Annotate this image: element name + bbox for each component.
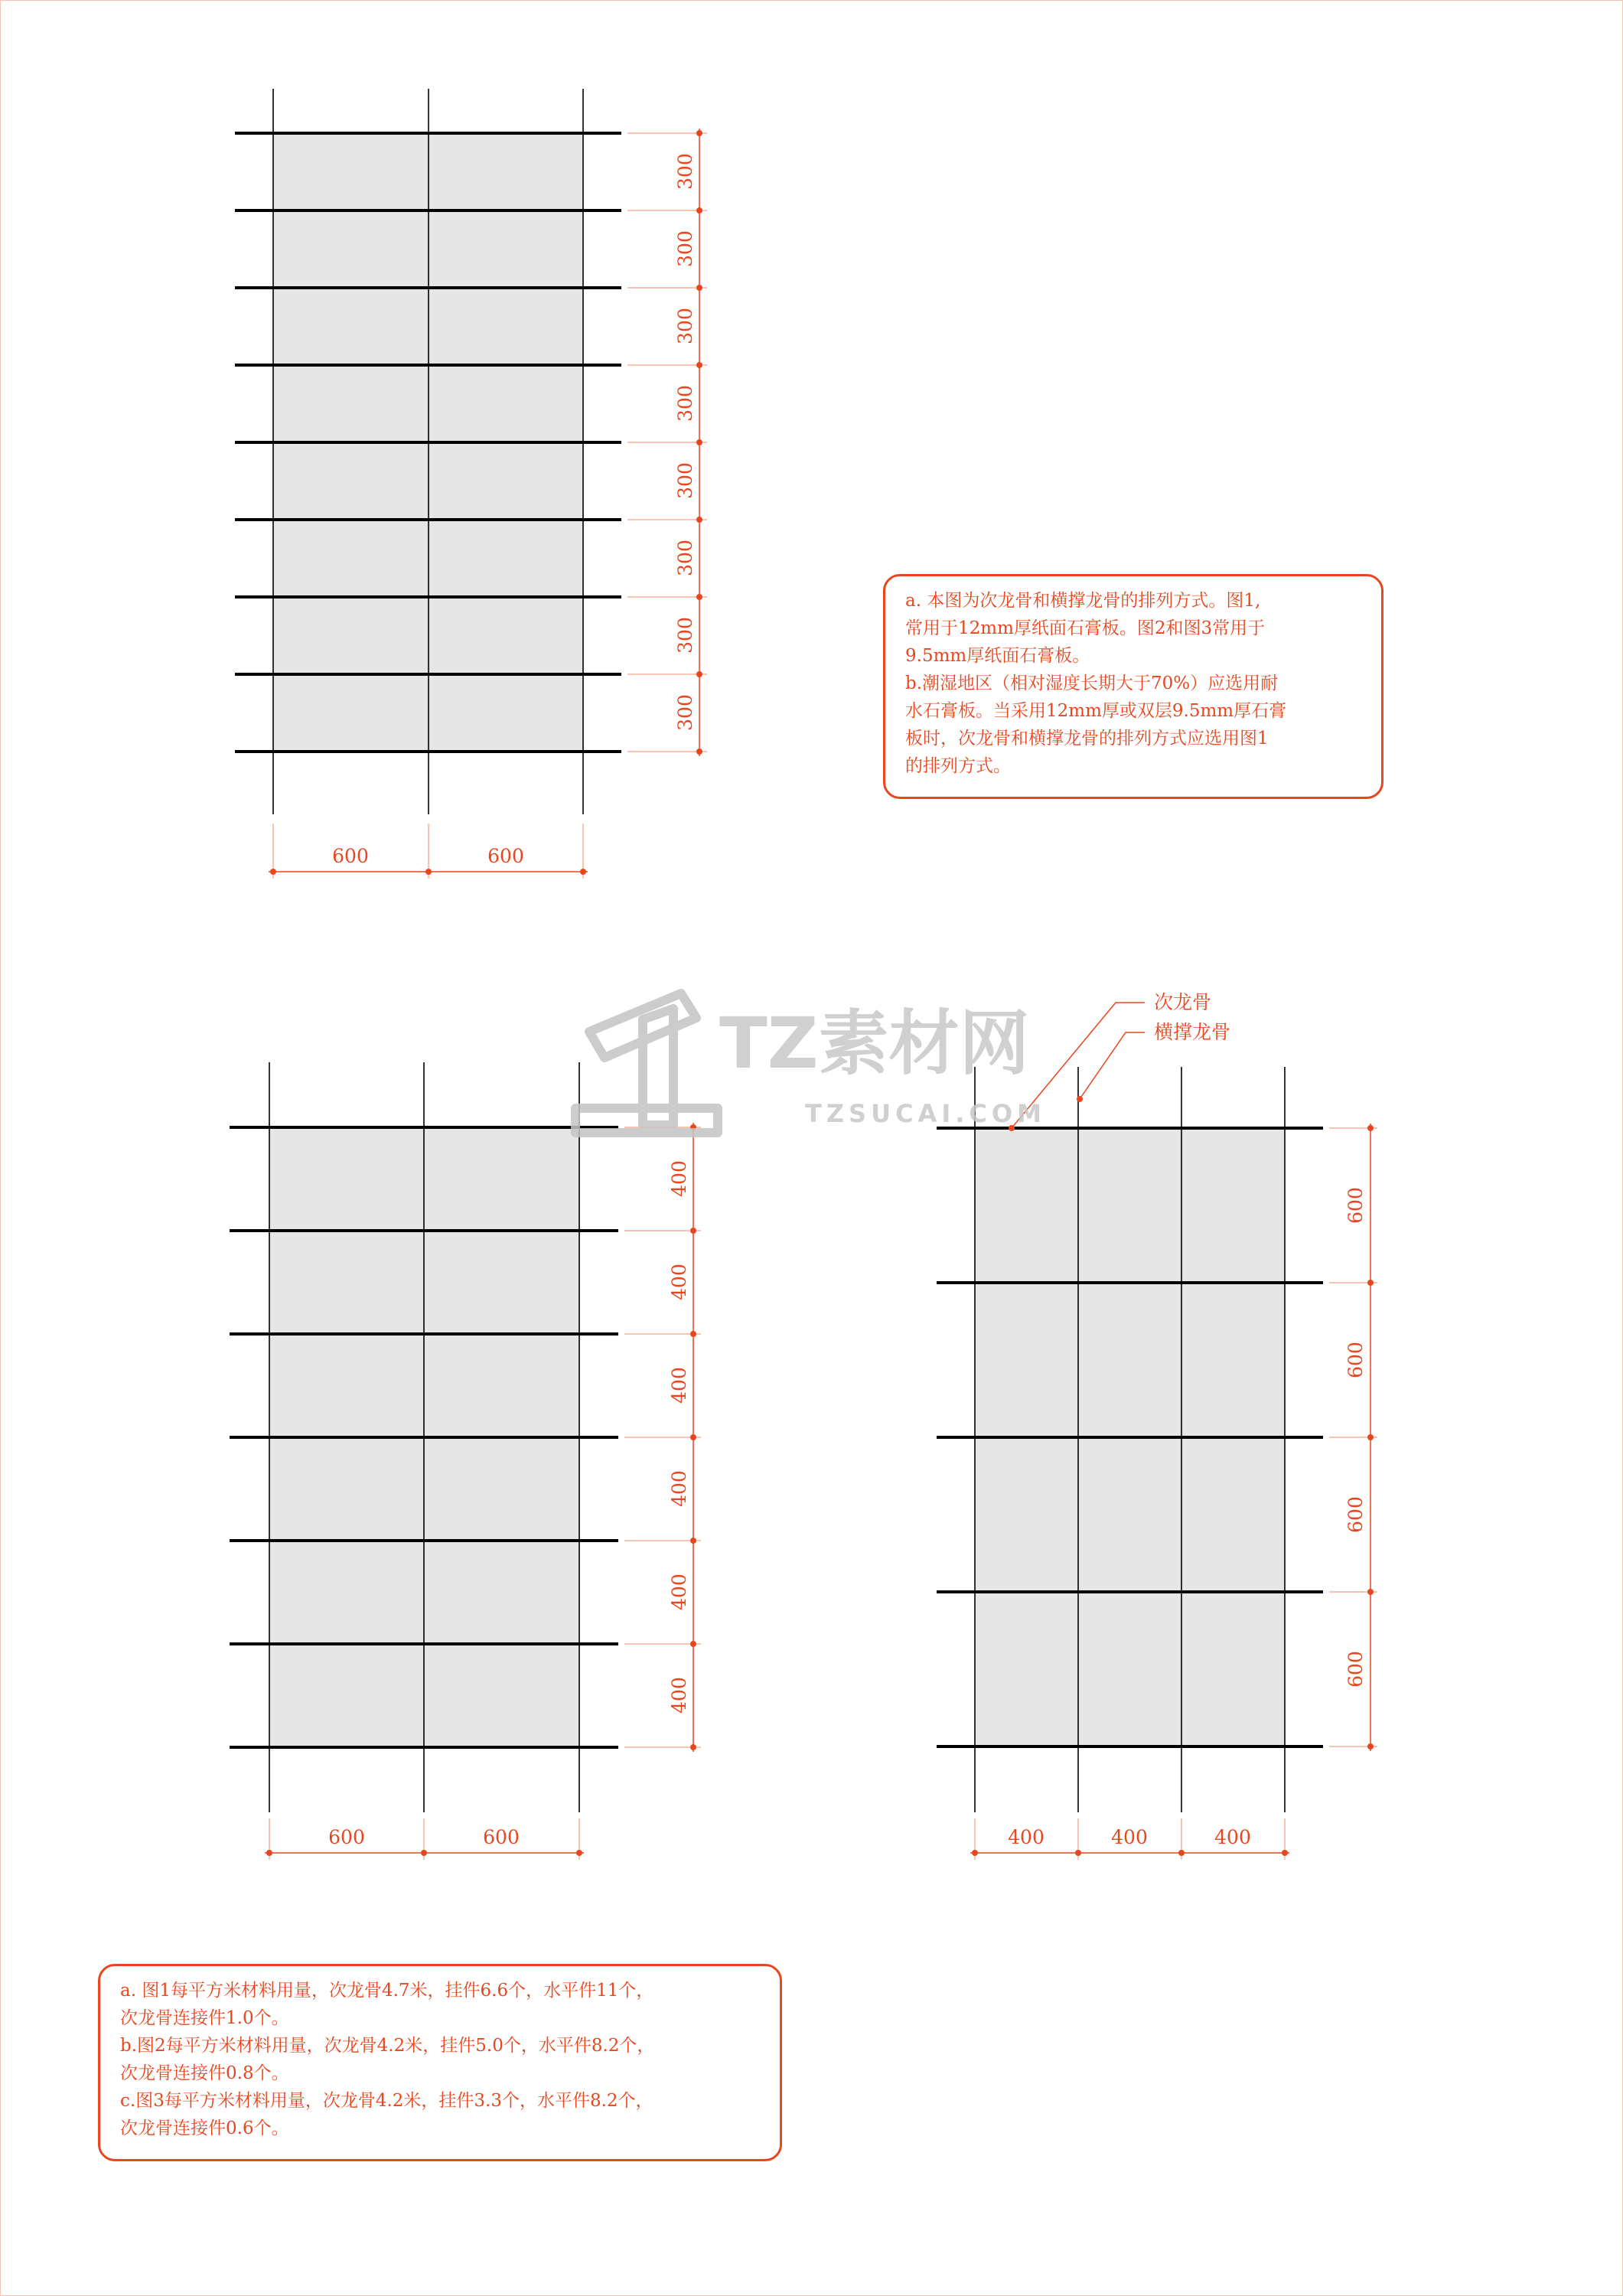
note-bottom-line-1: a. 图1每平方米材料用量，次龙骨4.7米，挂件6.6个，水平件11个， (120, 1981, 654, 2001)
note-bottom-line-2: 次龙骨连接件1.0个。 (120, 2008, 289, 2028)
figure-2-column-dimension-chain (265, 1818, 584, 1860)
fig1-row-dim-7: 300 (674, 617, 696, 654)
note-bottom-line-3: b.图2每平方米材料用量，次龙骨4.2米，挂件5.0个，水平件8.2个， (120, 2036, 655, 2056)
note-top-line-5: 水石膏板。当采用12mm厚或双层9.5mm厚石膏 (905, 701, 1287, 721)
fig3-row-dim-3: 600 (1344, 1496, 1367, 1533)
note-top-line-2: 常用于12mm厚纸面石膏板。图2和图3常用于 (905, 618, 1266, 638)
figure-1 (235, 89, 707, 879)
note-bottom (98, 1964, 782, 2161)
fig2-row-dim-2: 400 (668, 1264, 690, 1300)
fig1-row-dim-1: 300 (674, 153, 696, 190)
fig1-row-dim-2: 300 (674, 230, 696, 267)
figure-3-row-dimension-chain (1329, 1124, 1377, 1751)
fig1-row-dim-8: 300 (674, 694, 696, 731)
fig2-row-dim-3: 400 (668, 1367, 690, 1404)
figure-3-column-dimension-chain (970, 1818, 1289, 1860)
fig1-col-dim-1: 600 (332, 845, 369, 867)
fig1-row-dim-3: 300 (674, 308, 696, 344)
fig1-row-dim-6: 300 (674, 540, 696, 576)
note-top-line-1: a. 本图为次龙骨和横撑龙骨的排列方式。图1, (905, 591, 1261, 611)
figure-2 (230, 1062, 701, 1860)
label-cross-brace-keel: 横撑龙骨 (1154, 1021, 1231, 1043)
note-top-line-7: 的排列方式。 (905, 756, 1011, 776)
watermark-logo-icon (575, 993, 718, 1133)
fig1-row-dim-4: 300 (674, 385, 696, 422)
note-bottom-line-6: 次龙骨连接件0.6个。 (120, 2118, 289, 2138)
fig2-row-dim-6: 400 (668, 1677, 690, 1714)
fig2-col-dim-2: 600 (483, 1826, 520, 1848)
note-top (883, 574, 1383, 799)
fig2-col-dim-1: 600 (328, 1826, 365, 1848)
fig3-row-dim-4: 600 (1344, 1651, 1367, 1688)
fig2-row-dim-4: 400 (668, 1470, 690, 1507)
watermark (575, 993, 1046, 1133)
figure-1-column-dimension-chain (269, 823, 588, 879)
note-top-line-6: 板时，次龙骨和横撑龙骨的排列方式应选用图1 (905, 729, 1269, 748)
note-bottom-line-4: 次龙骨连接件0.8个。 (120, 2063, 289, 2083)
fig3-col-dim-1: 400 (1008, 1826, 1045, 1848)
fig1-row-dim-5: 300 (674, 462, 696, 499)
note-top-line-4: b.潮湿地区（相对湿度长期大于70%）应选用耐 (905, 673, 1279, 693)
fig3-row-dim-2: 600 (1344, 1342, 1367, 1378)
label-secondary-keel: 次龙骨 (1154, 991, 1212, 1013)
fig3-col-dim-3: 400 (1214, 1826, 1251, 1848)
fig1-col-dim-2: 600 (487, 845, 524, 867)
note-bottom-line-5: c.图3每平方米材料用量，次龙骨4.2米，挂件3.3个，水平件8.2个， (120, 2091, 653, 2111)
watermark-site: TZSUCAI.COM (805, 1099, 1046, 1128)
fig3-row-dim-1: 600 (1344, 1187, 1367, 1224)
fig2-row-dim-1: 400 (668, 1160, 690, 1197)
note-top-line-3: 9.5mm厚纸面石膏板。 (905, 646, 1090, 666)
fig3-col-dim-2: 400 (1111, 1826, 1148, 1848)
figure-2-row-dimension-chain (624, 1123, 701, 1752)
watermark-brand: TZ素材网 (719, 1003, 1030, 1084)
fig2-row-dim-5: 400 (668, 1574, 690, 1610)
figure-1-row-dimension-chain (627, 129, 707, 756)
